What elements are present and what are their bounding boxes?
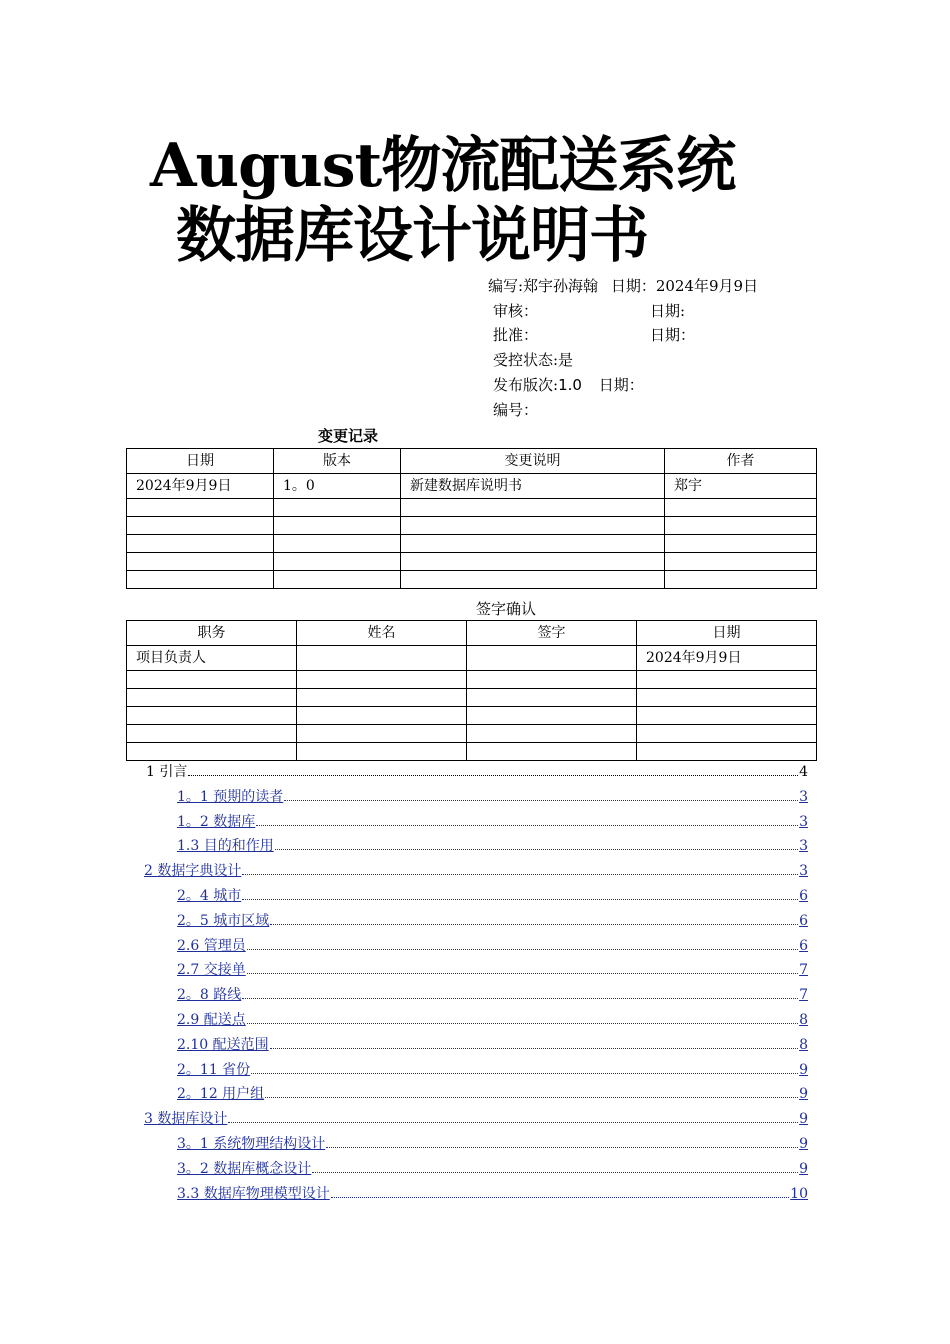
table-cell: 郑宇 <box>665 474 817 499</box>
toc-entry-page: 9 <box>799 1086 808 1103</box>
table-cell <box>127 743 297 761</box>
table-cell <box>637 707 817 725</box>
toc-dot-leader <box>247 961 798 974</box>
toc-entry-page: 4 <box>799 764 808 780</box>
table-cell <box>401 571 665 589</box>
signature-caption: 签字确认 <box>476 600 537 618</box>
toc-entry[interactable] <box>177 1134 808 1154</box>
toc-entry-page: 8 <box>799 1036 808 1053</box>
toc-entry-label: 2。8 路线 <box>177 987 242 1004</box>
toc-entry-label: 1。2 数据库 <box>177 813 256 830</box>
toc-entry <box>146 762 808 782</box>
review-label: 审核： <box>493 302 539 320</box>
table-cell <box>127 689 297 707</box>
change-log-header-author: 作者 <box>665 449 817 474</box>
table-row <box>127 474 817 499</box>
table-cell <box>665 535 817 553</box>
release-line <box>493 373 644 397</box>
approve-date: 日期： <box>650 326 696 344</box>
toc-dot-leader <box>242 887 798 900</box>
table-cell <box>274 535 401 553</box>
table-cell <box>297 725 467 743</box>
approve-label: 批准： <box>493 326 539 344</box>
toc-entry-label: 3。1 系统物理结构设计 <box>177 1136 326 1152</box>
toc-entry-label: 2.6 管理员 <box>177 937 246 954</box>
table-row <box>127 671 817 689</box>
table-cell <box>467 646 637 671</box>
toc-entry[interactable] <box>177 1010 808 1030</box>
table-cell <box>127 707 297 725</box>
toc-entry[interactable] <box>177 836 808 856</box>
table-cell <box>467 707 637 725</box>
table-cell <box>637 671 817 689</box>
table-cell <box>467 743 637 761</box>
toc-entry-label: 2。4 城市 <box>177 888 242 904</box>
toc-entry-page: 7 <box>799 962 808 979</box>
toc-entry-page: 6 <box>799 912 808 929</box>
toc-entry-page: 9 <box>799 1160 808 1177</box>
table-cell <box>127 571 274 589</box>
toc-dot-leader <box>256 813 798 826</box>
toc-dot-leader <box>188 763 798 776</box>
signature-header-name: 姓名 <box>297 621 467 646</box>
table-cell <box>665 553 817 571</box>
table-cell <box>127 725 297 743</box>
signature-header-position: 职务 <box>127 621 297 646</box>
change-log-table <box>126 448 817 589</box>
toc-entry[interactable] <box>177 936 808 956</box>
table-cell <box>401 553 665 571</box>
toc-entry-label: 2。5 城市区域 <box>177 912 270 929</box>
toc-entry[interactable] <box>144 861 808 881</box>
toc-entry[interactable] <box>177 1060 808 1080</box>
toc-entry-label: 2.7 交接单 <box>177 962 246 979</box>
control-status: 受控状态:是 <box>493 351 574 369</box>
release-date: 日期： <box>598 376 644 394</box>
table-row <box>127 646 817 671</box>
release-version: 1.0 <box>558 376 582 394</box>
signature-table <box>126 620 817 761</box>
toc-dot-leader <box>251 1061 798 1074</box>
table-cell <box>401 535 665 553</box>
toc-entry-page: 3 <box>799 863 808 880</box>
toc-entry[interactable] <box>177 1159 808 1179</box>
change-log-header-date: 日期 <box>127 449 274 474</box>
table-cell <box>297 743 467 761</box>
table-cell <box>467 671 637 689</box>
table-cell <box>297 671 467 689</box>
toc-entry[interactable] <box>177 960 808 980</box>
table-cell: 2024年9月9日 <box>637 646 817 671</box>
table-cell <box>127 671 297 689</box>
toc-entry[interactable] <box>177 985 808 1005</box>
toc-entry-label: 2 数据字典设计 <box>144 863 242 880</box>
toc-entry[interactable] <box>177 1084 808 1104</box>
table-cell <box>274 571 401 589</box>
table-cell <box>637 743 817 761</box>
toc-dot-leader <box>247 937 798 950</box>
toc-entry-label: 2.10 配送范围 <box>177 1036 269 1053</box>
toc-entry-label: 1。1 预期的读者 <box>177 788 284 805</box>
table-row <box>127 499 817 517</box>
table-cell <box>297 646 467 671</box>
signature-header-date: 日期 <box>637 621 817 646</box>
toc-entry-page: 3 <box>799 838 808 855</box>
toc-entry-page: 6 <box>799 888 808 904</box>
signature-header-row <box>127 621 817 646</box>
toc-entry[interactable] <box>177 911 808 931</box>
table-row <box>127 707 817 725</box>
toc-entry-label: 2.9 配送点 <box>177 1012 246 1028</box>
table-row <box>127 725 817 743</box>
toc-entry-page: 6 <box>799 937 808 954</box>
toc-entry-label: 3 数据库设计 <box>144 1111 228 1128</box>
toc-dot-leader <box>326 1135 798 1148</box>
toc-entry-label: 1.3 目的和作用 <box>177 838 274 855</box>
table-cell <box>127 535 274 553</box>
toc-entry-page: 8 <box>799 1012 808 1028</box>
table-cell <box>274 517 401 535</box>
signature-header-sign: 签字 <box>467 621 637 646</box>
number-label: 编号： <box>493 401 539 419</box>
toc-entry-page: 9 <box>799 1061 808 1078</box>
toc-dot-leader <box>242 986 798 999</box>
table-cell <box>467 725 637 743</box>
change-log-header-row <box>127 449 817 474</box>
document-title-line-1: August物流配送系统 <box>150 131 736 201</box>
table-cell <box>665 571 817 589</box>
author-line <box>488 274 758 298</box>
toc-entry-page: 10 <box>790 1185 808 1202</box>
table-cell <box>637 725 817 743</box>
table-row <box>127 571 817 589</box>
change-log-header-description: 变更说明 <box>401 449 665 474</box>
toc-entry-page: 9 <box>799 1111 808 1128</box>
toc-dot-leader <box>312 1160 798 1173</box>
table-row <box>127 535 817 553</box>
toc-entry-page: 9 <box>799 1136 808 1152</box>
table-cell: 2024年9月9日 <box>127 474 274 499</box>
table-cell <box>127 553 274 571</box>
table-cell <box>665 517 817 535</box>
table-cell <box>665 499 817 517</box>
table-row <box>127 517 817 535</box>
table-cell <box>297 689 467 707</box>
toc-entry-label: 2。11 省份 <box>177 1061 251 1078</box>
toc-entry-label: 1 引言 <box>146 764 188 780</box>
toc-dot-leader <box>270 1036 798 1049</box>
release-label: 发布版次: <box>493 376 559 394</box>
table-cell <box>401 517 665 535</box>
toc-dot-leader <box>247 1011 798 1024</box>
toc-dot-leader <box>242 862 798 875</box>
change-log-caption: 变更记录 <box>318 427 379 445</box>
toc-entry-label: 2。12 用户组 <box>177 1086 265 1103</box>
table-row <box>127 743 817 761</box>
table-cell <box>401 499 665 517</box>
table-cell <box>467 689 637 707</box>
toc-entry[interactable] <box>177 1184 808 1204</box>
toc-entry[interactable] <box>177 886 808 906</box>
author-date: 日期：2024年9月9日 <box>610 277 759 295</box>
toc-dot-leader <box>284 788 798 801</box>
document-title-line-2: 数据库设计说明书 <box>176 201 648 271</box>
toc-entry[interactable] <box>144 1109 808 1129</box>
toc-dot-leader <box>275 837 798 850</box>
table-cell: 项目负责人 <box>127 646 297 671</box>
toc-dot-leader <box>228 1110 798 1123</box>
toc-entry[interactable] <box>177 1035 808 1055</box>
toc-entry[interactable] <box>177 787 808 807</box>
review-date: 日期: <box>650 302 686 320</box>
table-cell <box>274 499 401 517</box>
table-cell: 1。0 <box>274 474 401 499</box>
table-cell <box>127 517 274 535</box>
author-label: 编写:郑宇孙海翰 <box>488 277 599 295</box>
table-cell <box>297 707 467 725</box>
toc-entry-page: 7 <box>799 987 808 1004</box>
table-cell: 新建数据库说明书 <box>401 474 665 499</box>
toc-entry-label: 3.3 数据库物理模型设计 <box>177 1185 330 1202</box>
toc-entry-label: 3。2 数据库概念设计 <box>177 1160 312 1177</box>
toc-dot-leader <box>265 1085 798 1098</box>
table-cell <box>274 553 401 571</box>
change-log-header-version: 版本 <box>274 449 401 474</box>
toc-entry-page: 3 <box>799 813 808 830</box>
toc-entry-page: 3 <box>799 788 808 805</box>
table-row <box>127 689 817 707</box>
toc-entry[interactable] <box>177 812 808 832</box>
toc-dot-leader <box>331 1185 789 1198</box>
table-row <box>127 553 817 571</box>
table-cell <box>637 689 817 707</box>
table-cell <box>127 499 274 517</box>
toc-dot-leader <box>270 912 798 925</box>
